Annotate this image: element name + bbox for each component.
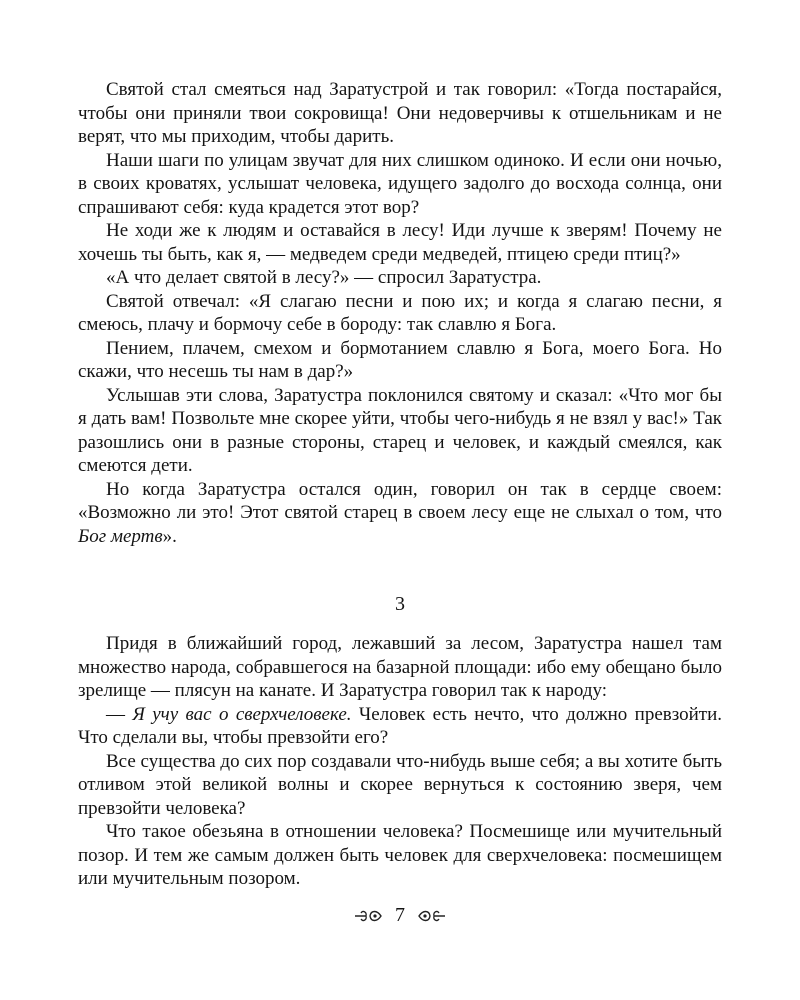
paragraph: Услышав эти слова, Заратустра поклонился святому и сказал: «Что мог бы я дать вам! Позвольте мне скорее уйти, чтобы чего-нибудь я не взял у вас!» Так разошлись они в разные стороны, старец и человек, и каждый смеялся, как смеются дети.: [78, 384, 722, 476]
text-run: ».: [162, 525, 177, 547]
paragraph: Наши шаги по улицам звучат для них слишком одиноко. И если они ночью, в своих кроватях, услышат человека, идущего задолго до восхода солнца, они спрашивают себя: куда крадется этот вор?: [78, 149, 722, 218]
text-run: Но когда Заратустра остался один, говорил он так в сердце своем: «Возможно ли это! Этот святой старец в своем лесу еще не слыхал о том, что: [78, 478, 722, 523]
paragraph: Святой отвечал: «Я слагаю песни и пою их; и когда я слагаю песни, я смеюсь, плачу и бормочу себе в бороду: так славлю я Бога.: [78, 290, 722, 335]
section-number: 3: [395, 593, 405, 615]
text-run: Человек есть нечто, что должно превзойти. Что сделали вы, чтобы превзойти его?: [78, 703, 723, 748]
paragraph: Придя в ближайший город, лежавший за лесом, Заратустра нашел там множество народа, собравшегося на базарной площади: ибо ему обещано было зрелище — плясун на канате. И Заратустра говорил так к народу:: [78, 633, 722, 701]
paragraph: Пением, плачем, смехом и бормотанием славлю я Бога, моего Бога. Но скажи, что несешь ты нам в дар?»: [78, 337, 722, 382]
dash: —: [106, 703, 133, 725]
ornament-right-icon: [417, 906, 447, 926]
section-3-text: [78, 632, 722, 891]
paragraph-last: [78, 478, 722, 549]
ornament-left-icon: [353, 906, 383, 926]
emphasis-text: Бог мертв: [78, 525, 163, 547]
paragraph: «А что делает святой в лесу?» — спросил Заратустра.: [106, 267, 542, 288]
paragraph: Все существа до сих пор создавали что-нибудь выше себя; а вы хотите быть отливом этой великой волны и скорее вернуться к состоянию зверя, чем превзойти человека?: [78, 750, 722, 819]
page-number: 7: [395, 904, 405, 926]
paragraph: Не ходи же к людям и оставайся в лесу! Иди лучше к зверям! Почему не хочешь ты быть, как я, — медведем среди медведей, птицею среди птиц?»: [78, 220, 722, 265]
page-footer: [0, 904, 800, 927]
paragraph: Святой стал смеяться над Заратустрой и так говорил: «Тогда постарайся, чтобы они приняли твои сокровища! Они недоверчивы к отшельникам и не верят, что мы приходим, чтобы дарить.: [78, 79, 722, 147]
paragraph: Что такое обезьяна в отношении человека? Посмешище или мучительный позор. И тем же самым должен быть человек для сверхчеловека: посмешищем или мучительным позором.: [78, 821, 722, 889]
emphasis-text: Я учу вас о сверхчеловеке.: [132, 703, 352, 725]
speech-paragraph: [78, 703, 722, 750]
section-2-text: [78, 78, 722, 548]
